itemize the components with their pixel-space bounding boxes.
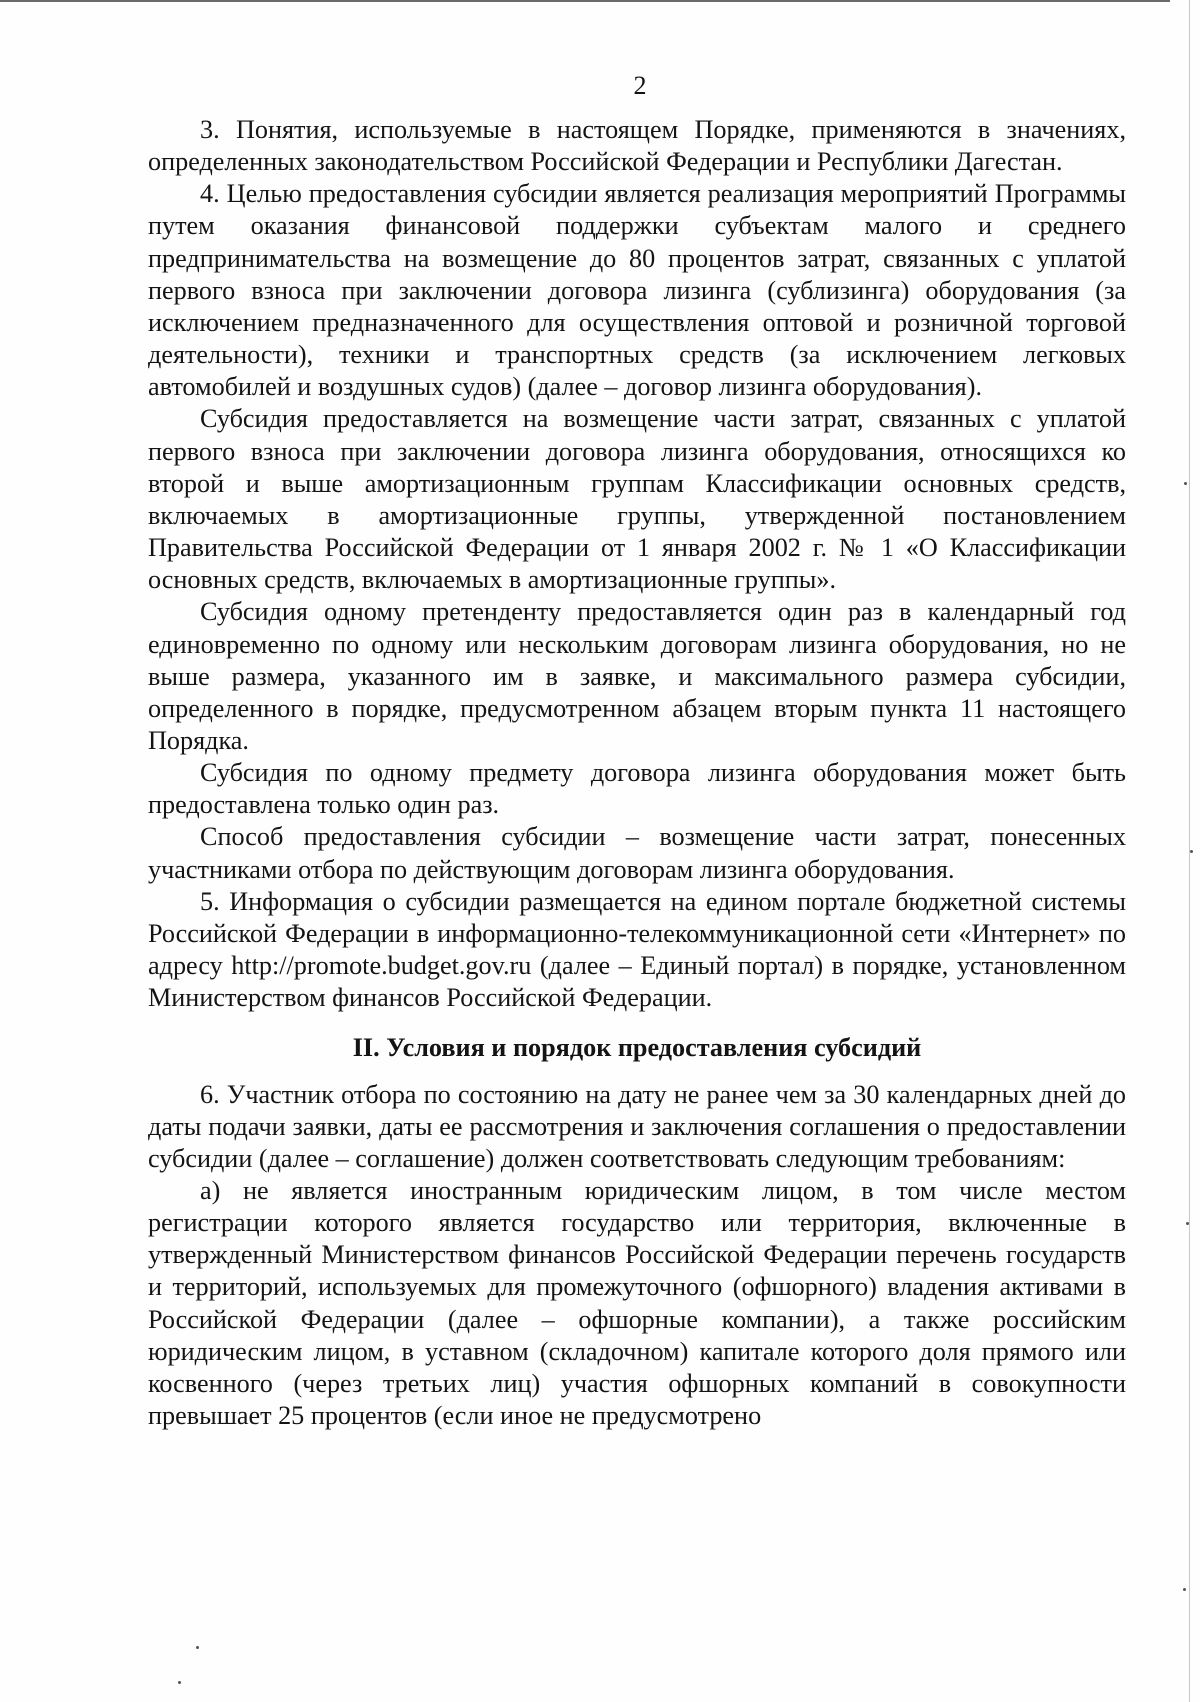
page-number: 2 xyxy=(633,71,647,100)
scan-speck xyxy=(178,1681,181,1684)
scan-speck xyxy=(1183,1588,1186,1591)
section-heading: II. Условия и порядок предоставления субсидий xyxy=(352,1033,922,1063)
paragraph-item-6: 6. Участник отбора по состоянию на дату не ранее чем за 30 календарных дней до даты подачи заявки, даты ее рассмотрения и заключения соглашения о предоставлении субсидии (далее – соглашение) должен соответствовать следующим требованиям: xyxy=(148,1079,1126,1173)
scan-speck xyxy=(196,1646,199,1649)
paragraph-item-5: 5. Информация о субсидии размещается на едином портале бюджетной системы Российской Федерации в информационно-телекоммуникационной сети «Интернет» по адресу http://promote.budget.gov.ru (далее – Единый портал) в порядке, установленном Министерством финансов Российской Федерации. xyxy=(148,886,1126,1013)
paragraph-item-3: 3. Понятия, используемые в настоящем Порядке, применяются в значениях, определенных законодательством Российской Федерации и Республики Дагестан. xyxy=(148,115,1126,177)
paragraph-item-6a: а) не является иностранным юридическим лицом, в том числе местом регистрации которого является государство или территория, включенные в утвержденный Министерством финансов Российской Федерации перечень государств и территорий, используемых для промежуточного (офшорного) владения активами в Российской Федерации (далее – офшорные компании), а также российским юридическим лицом, в уставном (складочном) капитале которого доля прямого или косвенного (через третьих лиц) участия офшорных компаний в совокупности превышает 25 процентов (если иное не предусмотрено xyxy=(148,1176,1126,1431)
scan-top-edge xyxy=(0,0,1170,2)
paragraph-subsidy-once: Субсидия по одному предмету договора лизинга оборудования может быть предоставлена только один раз. xyxy=(148,758,1126,820)
document-body xyxy=(148,114,1126,1432)
scan-speck xyxy=(1186,1222,1189,1225)
paragraph-subsidy-frequency: Субсидия одному претенденту предоставляется один раз в календарный год единовременно по одному или нескольким договорам лизинга оборудования, но не выше размера, указанного им в заявке, и максимального размера субсидии, определенного в порядке, предусмотренном абзацем вторым пункта 11 настоящего Порядка. xyxy=(148,597,1126,755)
scan-speck xyxy=(1184,482,1187,485)
paragraph-subsidy-method: Способ предоставления субсидии – возмещение части затрат, понесенных участниками отбора по действующим договорам лизинга оборудования. xyxy=(148,822,1126,884)
paragraph-subsidy-purpose: Субсидия предоставляется на возмещение части затрат, связанных с уплатой первого взноса при заключении договора лизинга оборудования, относящихся ко второй и выше амортизационным группам Классификации основных средств, включаемых в амортизационные группы, утвержденной постановлением Правительства Российской Федерации от 1 января 2002 г. № 1 «О Классификации основных средств, включаемых в амортизационные группы». xyxy=(148,404,1126,595)
scan-speck xyxy=(1190,850,1193,853)
paragraph-item-4: 4. Целью предоставления субсидии является реализация мероприятий Программы путем оказания финансовой поддержки субъектам малого и среднего предпринимательства на возмещение до 80 процентов затрат, связанных с уплатой первого взноса при заключении договора лизинга (сублизинга) оборудования (за исключением предназначенного для осуществления оптовой и розничной торговой деятельности), техники и транспортных средств (за исключением легковых автомобилей и воздушных судов) (далее – договор лизинга оборудования). xyxy=(148,179,1126,402)
